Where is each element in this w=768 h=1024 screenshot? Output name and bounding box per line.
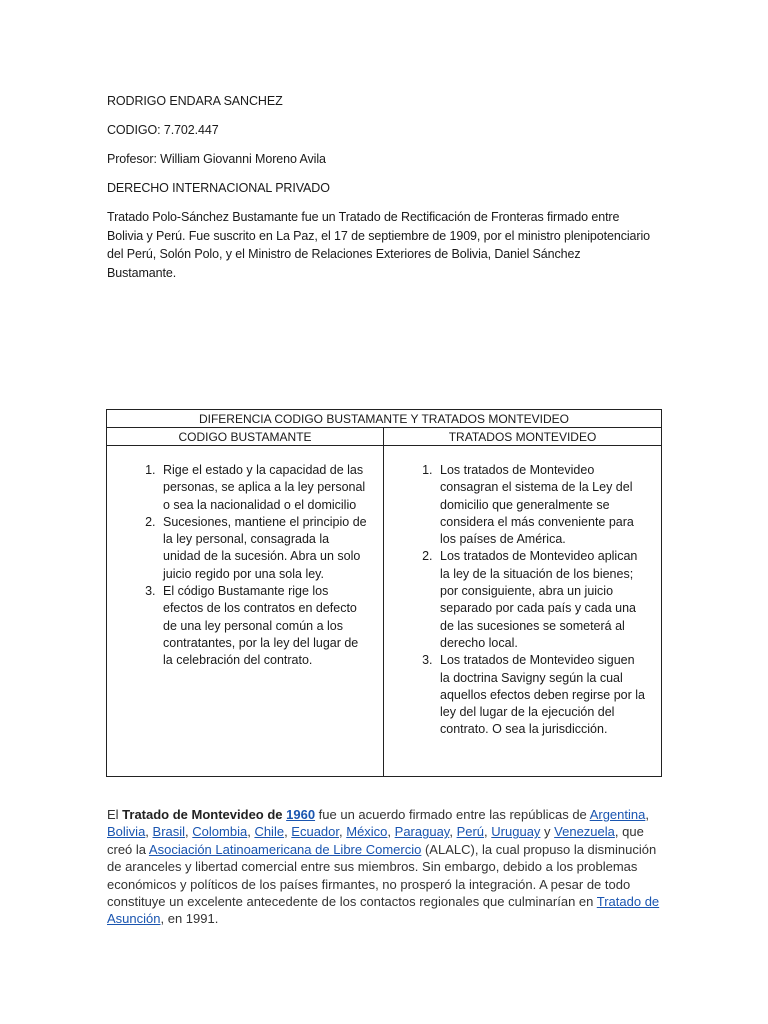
- separator: ,: [247, 824, 255, 840]
- text-span: , que creó la: [107, 824, 644, 857]
- text-span: (ALALC), la cual propuso la disminución de aranceles y libertad comercial entre sus miembros. Sin embargo, debido a los problemas económicos y políticos de los países firmantes, no prosperó la integración. A pesar de todo constituye un excelente antecedente de los contactos regionales que culminarían en: [107, 841, 657, 910]
- link-venezuela[interactable]: Venezuela: [554, 824, 615, 840]
- bold-title: Tratado de Montevideo de: [122, 807, 287, 822]
- link-peru[interactable]: Perú: [456, 824, 485, 840]
- link-bolivia[interactable]: Bolivia: [107, 824, 146, 840]
- list-item: 1. Los tratados de Montevideo consagran el sistema de la Ley del domicilio que generalmente se considera el más conveniente para los países de América.: [436, 462, 647, 548]
- professor-name: Profesor: William Giovanni Moreno Avila: [107, 152, 326, 166]
- list-item: 3. El código Bustamante rige los efectos de los contratos en defecto de una ley personal común a los contratantes, por la ley del lugar de la celebración del contrato.: [159, 583, 369, 669]
- separator: ,: [449, 824, 457, 840]
- link-uruguay[interactable]: Uruguay: [491, 824, 541, 840]
- list-item: 2. Los tratados de Montevideo aplican la ley de la situación de los bienes; por consiguiente, abra un juicio separado por cada país y cada una de las sucesiones se someterá al derecho local.: [436, 548, 647, 652]
- column-header-bustamante: CODIGO BUSTAMANTE: [107, 428, 384, 446]
- link-tratado-asuncion[interactable]: Tratado de Asunción: [107, 894, 660, 927]
- link-brasil[interactable]: Brasil: [152, 824, 186, 840]
- link-1960[interactable]: 1960: [286, 807, 316, 822]
- intro-paragraph: Tratado Polo-Sánchez Bustamante fue un Tratado de Rectificación de Fronteras firmado entre Bolivia y Perú. Fue suscrito en La Paz, el 17 de septiembre de 1909, por el ministro plenipotenciario del Perú, Solón Polo, y el Ministro de Relaciones Exteriores de Bolivia, Daniel Sánchez Bustamante.: [107, 210, 650, 280]
- link-paraguay[interactable]: Paraguay: [394, 824, 450, 840]
- list-item: 2. Sucesiones, mantiene el principio de la ley personal, consagrada la unidad de la sucesión. Abra un solo juicio regido por una sola ley.: [159, 514, 369, 583]
- bustamante-list: [107, 446, 383, 670]
- table-title: DIFERENCIA CODIGO BUSTAMANTE Y TRATADOS MONTEVIDEO: [107, 410, 662, 428]
- text-span: fue un acuerdo firmado entre las repúblicas de: [315, 807, 590, 822]
- bustamante-cell: [107, 446, 384, 777]
- list-item: 3. Los tratados de Montevideo siguen la doctrina Savigny según la cual aquellos efectos deben regirse por la ley del lugar de la ejecución del contrato. O sea la jurisdicción.: [436, 652, 647, 738]
- student-name: RODRIGO ENDARA SANCHEZ: [107, 94, 283, 108]
- text-span: y: [540, 824, 555, 840]
- student-code: CODIGO: 7.702.447: [107, 123, 219, 137]
- separator: ,: [284, 824, 292, 840]
- separator: ,: [387, 824, 395, 840]
- link-ecuador[interactable]: Ecuador: [291, 824, 339, 840]
- link-mexico[interactable]: México: [346, 824, 388, 840]
- montevideo-cell: [384, 446, 662, 777]
- montevideo-paragraph: [107, 806, 667, 928]
- separator: ,: [145, 824, 153, 840]
- link-colombia[interactable]: Colombia: [192, 824, 248, 840]
- text-span: El: [107, 807, 123, 822]
- column-header-montevideo: TRATADOS MONTEVIDEO: [384, 428, 662, 446]
- separator: ,: [339, 824, 347, 840]
- link-alalc[interactable]: Asociación Latinoamericana de Libre Comercio: [148, 841, 422, 857]
- course-name: DERECHO INTERNACIONAL PRIVADO: [107, 181, 330, 195]
- text-span: , en 1991.: [160, 911, 219, 927]
- separator: ,: [484, 824, 492, 840]
- separator: ,: [645, 807, 649, 822]
- link-chile[interactable]: Chile: [254, 824, 285, 840]
- comparison-table: [106, 409, 662, 777]
- separator: ,: [185, 824, 193, 840]
- link-argentina[interactable]: Argentina: [589, 807, 646, 822]
- list-item: 1. Rige el estado y la capacidad de las personas, se aplica a la ley personal o sea la nacionalidad o el domicilio: [159, 462, 369, 514]
- montevideo-list: [384, 446, 661, 739]
